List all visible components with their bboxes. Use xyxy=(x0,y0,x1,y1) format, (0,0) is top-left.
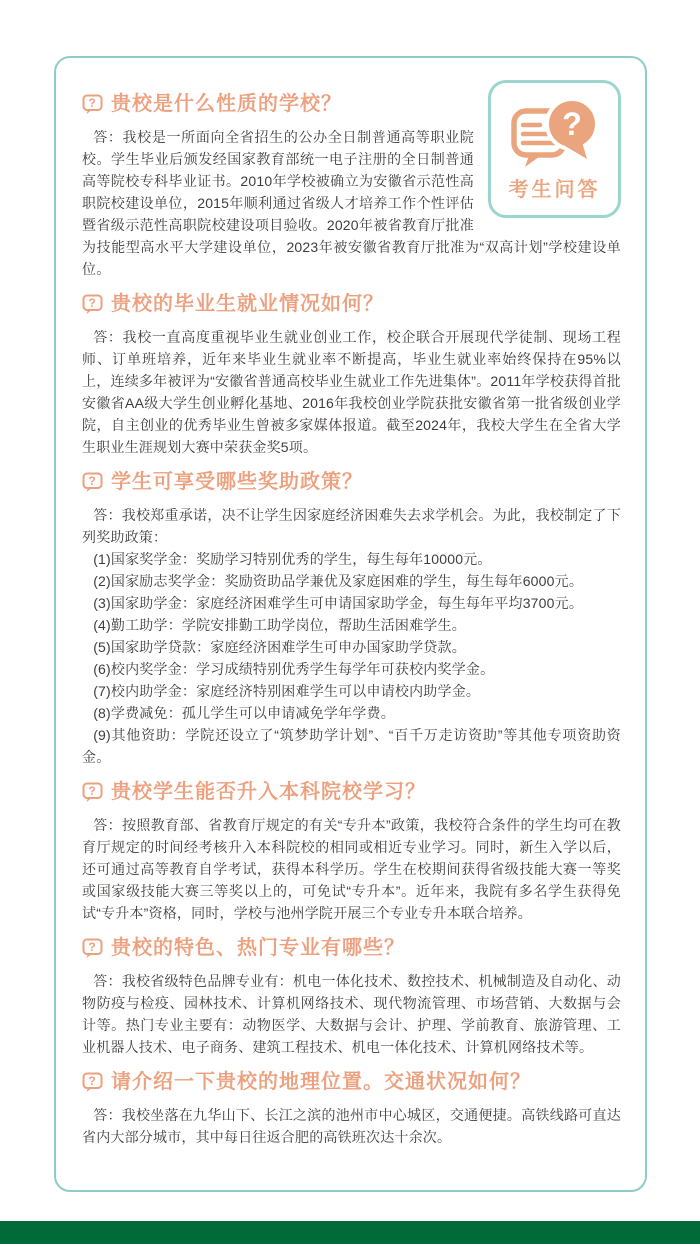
qa-policy-item: (5)国家助学贷款：家庭经济困难学生可申办国家助学贷款。 xyxy=(93,639,466,655)
footer-band xyxy=(0,1221,700,1244)
qa-section xyxy=(82,1070,621,1148)
question-bubble-icon xyxy=(82,938,103,959)
candidate-qa-badge xyxy=(488,80,621,218)
qa-section xyxy=(82,470,621,768)
qa-policy-item: (1)国家奖学金：奖励学习特别优秀的学生，每生每年10000元。 xyxy=(93,551,492,567)
qa-question-text: 请介绍一下贵校的地理位置。交通状况如何？ xyxy=(111,1071,531,1093)
candidate-qa-badge-label: 考生问答 xyxy=(508,179,601,201)
svg-text:?: ? xyxy=(88,1074,97,1089)
qa-question-text: 贵校是什么性质的学校？ xyxy=(111,93,342,115)
qa-question-row xyxy=(82,92,474,117)
qa-answer-paragraph: 答：我校一直高度重视毕业生就业创业工作，校企联合开展现代学徒制、现场工程师、订单班培养，近年来毕业生就业率不断提高，毕业生就业率始终保持在95%以上，连续多年被评为“安徽省普通高校毕业生就业工作先进集体”。2011年学校获得首批安徽省AA级大学生创业孵化基地、2016年我校创业学院获批安徽省第一批省级创业学院，自主创业的优秀毕业生曾被多家媒体报道。截至2024年，我校大学生在全省大学生职业生涯规划大赛中荣获金奖5项。 xyxy=(82,329,621,455)
qa-answer-paragraph: 答：我校郑重承诺，决不让学生因家庭经济困难失去求学机会。为此，我校制定了下列奖助政策： xyxy=(82,507,621,545)
qa-question-row xyxy=(82,470,621,495)
question-bubble-icon xyxy=(82,472,103,493)
qa-policy-item: (3)国家助学金：家庭经济困难学生可申请国家助学金，每生每年平均3700元。 xyxy=(93,595,584,611)
svg-text:?: ? xyxy=(88,296,97,311)
qa-policy-item: (4)勤工助学：学院安排勤工助学岗位，帮助生活困难学生。 xyxy=(93,617,466,633)
svg-text:?: ? xyxy=(88,474,97,489)
qa-question-row xyxy=(82,292,621,317)
qa-question-row xyxy=(82,936,621,961)
qa-answer-paragraph: 答：我校坐落在九华山下、长江之滨的池州市中心城区，交通便捷。高铁线路可直达省内大部分城市，其中每日往返合肥的高铁班次达十余次。 xyxy=(82,1107,621,1145)
qa-section xyxy=(82,292,621,458)
svg-text:?: ? xyxy=(561,106,582,142)
qa-question-text: 贵校学生能否升入本科院校学习？ xyxy=(111,781,426,803)
qa-answer-paragraph: 答：按照教育部、省教育厅规定的有关“专升本”政策，我校符合条件的学生均可在教育厅规定的时间经考核升入本科院校的相同或相近专业学习。同时，新生入学以后，还可通过高等教育自学考试，获得本科学历。学生在校期间获得省级技能大赛一等奖或国家级技能大赛三等奖以上的，可免试“专升本”。近年来，我院有多名学生获得免试“专升本”资格，同时，学校与池州学院开展三个专业专升本联合培养。 xyxy=(82,817,621,921)
question-bubble-icon xyxy=(82,1072,103,1093)
svg-text:?: ? xyxy=(88,940,97,955)
qa-policy-item: (2)国家励志奖学金：奖励资助品学兼优及家庭困难的学生，每生每年6000元。 xyxy=(93,573,584,589)
qa-section xyxy=(82,780,621,924)
question-bubble-icon xyxy=(82,94,103,115)
qa-question-row xyxy=(82,780,621,805)
question-bubble-icon xyxy=(82,782,103,803)
qa-question-text: 贵校的特色、热门专业有哪些？ xyxy=(111,937,405,959)
qa-section xyxy=(82,936,621,1058)
chat-question-icon xyxy=(509,96,601,174)
qa-question-text: 学生可享受哪些奖助政策？ xyxy=(111,471,363,493)
qa-answer-paragraph: 答：我校省级特色品牌专业有：机电一体化技术、数控技术、机械制造及自动化、动物防疫与检疫、园林技术、计算机网络技术、现代物流管理、市场营销、大数据与会计等。热门专业主要有：动物医学、大数据与会计、护理、学前教育、旅游管理、工业机器人技术、电子商务、建筑工程技术、机电一体化技术、计算机网络技术等。 xyxy=(82,973,621,1055)
qa-policy-item: (7)校内助学金：家庭经济特别困难学生可以申请校内助学金。 xyxy=(93,683,481,699)
svg-text:?: ? xyxy=(88,784,97,799)
qa-question-row xyxy=(82,1070,621,1095)
svg-text:?: ? xyxy=(88,96,97,111)
qa-policy-item: (9)其他资助：学院还设立了“筑梦助学计划”、“百千万走访资助”等其他专项资助资金。 xyxy=(82,727,621,765)
qa-policy-item: (6)校内奖学金：学习成绩特别优秀学生每学年可获校内奖学金。 xyxy=(93,661,495,677)
qa-question-text: 贵校的毕业生就业情况如何？ xyxy=(111,293,384,315)
question-bubble-icon xyxy=(82,294,103,315)
qa-policy-item: (8)学费减免：孤儿学生可以申请减免学年学费。 xyxy=(93,705,395,721)
qa-answer-paragraph: 答：我校是一所面向全省招生的公办全日制普通高等职业院校。学生毕业后颁发经国家教育部统一电子注册的全日制普通高等院校专科毕业证书。2010年学校被确立为安徽省示范性高职院校建设单位，2015年顺利通过省级人才培养工作个性评估暨省级示范性高职院校建设项目验收。2020年被省教育厅批准为技能型高水平大学建设单位，2023年被安徽省教育厅批准为“双高计划”学校建设单位。 xyxy=(82,129,621,277)
qa-page-frame xyxy=(54,56,647,1192)
